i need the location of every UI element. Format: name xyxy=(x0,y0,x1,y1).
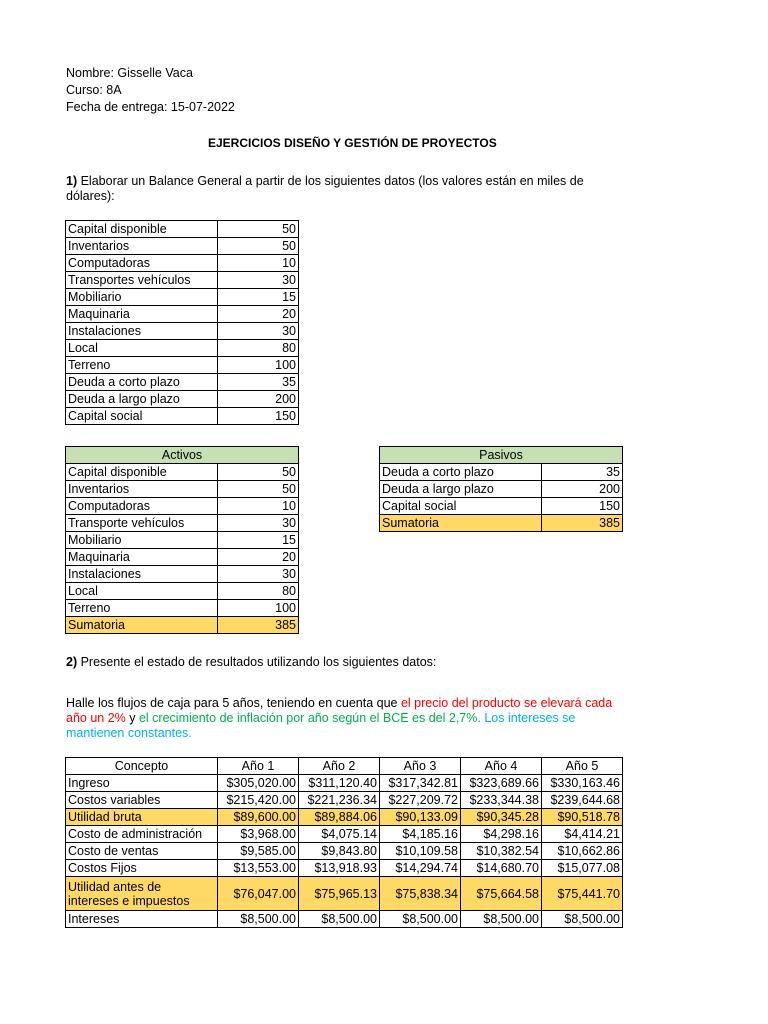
cell-value: $4,185.16 xyxy=(380,826,461,843)
table-row xyxy=(66,408,299,425)
table-row xyxy=(66,238,299,255)
column-header: Concepto xyxy=(66,758,218,775)
row-value: 30 xyxy=(218,515,299,532)
course: Curso: 8A xyxy=(66,83,122,97)
exercise-2-text: Presente el estado de resultados utilizando los siguientes datos: xyxy=(77,655,437,669)
row-concept: Costo de ventas xyxy=(66,843,218,860)
inflation-note: el crecimiento de inflación por año según el BCE es del 2,7%. xyxy=(138,711,481,725)
table-row xyxy=(66,340,299,357)
row-label: Capital disponible xyxy=(66,221,218,238)
table-row xyxy=(66,549,299,566)
cell-value: $330,163.46 xyxy=(542,775,623,792)
source-data-table xyxy=(65,220,299,425)
student-name: Nombre: Gisselle Vaca xyxy=(66,66,193,80)
activos-header: Activos xyxy=(66,447,299,464)
row-label: Inventarios xyxy=(66,238,218,255)
table-row xyxy=(380,498,623,515)
row-label: Computadoras xyxy=(66,498,218,515)
exercise-1-number: 1) xyxy=(66,174,78,188)
price-increase-note: el precio del producto se elevará cada año un 2% xyxy=(66,696,613,725)
cell-value: $75,965.13 xyxy=(299,877,380,911)
table-row xyxy=(380,481,623,498)
total-value: 385 xyxy=(542,515,623,532)
exercise-1-statement xyxy=(66,174,626,204)
cell-value: $10,109.58 xyxy=(380,843,461,860)
cell-value: $8,500.00 xyxy=(542,911,623,928)
cell-value: $311,120.40 xyxy=(299,775,380,792)
cell-value: $75,664.58 xyxy=(461,877,542,911)
cell-value: $14,294.74 xyxy=(380,860,461,877)
table-row xyxy=(66,272,299,289)
table-row xyxy=(66,792,623,809)
row-label: Instalaciones xyxy=(66,323,218,340)
row-label: Local xyxy=(66,583,218,600)
cell-value: $90,133.09 xyxy=(380,809,461,826)
row-value: 35 xyxy=(542,464,623,481)
cell-value: $75,838.34 xyxy=(380,877,461,911)
cell-value: $90,345.28 xyxy=(461,809,542,826)
row-value: 200 xyxy=(542,481,623,498)
cell-value: $90,518.78 xyxy=(542,809,623,826)
table-row xyxy=(66,860,623,877)
row-concept: Utilidad bruta xyxy=(66,809,218,826)
row-value: 50 xyxy=(218,464,299,481)
exercise-2-number: 2) xyxy=(66,655,78,669)
row-value: 30 xyxy=(218,323,299,340)
row-value: 100 xyxy=(218,357,299,374)
cell-value: $10,662.86 xyxy=(542,843,623,860)
cell-value: $13,553.00 xyxy=(218,860,299,877)
table-row xyxy=(66,306,299,323)
row-label: Deuda a largo plazo xyxy=(380,481,542,498)
row-label: Capital social xyxy=(66,408,218,425)
student-info xyxy=(66,65,235,116)
row-value: 30 xyxy=(218,566,299,583)
row-label: Maquinaria xyxy=(66,306,218,323)
row-value: 80 xyxy=(218,340,299,357)
row-label: Transporte vehículos xyxy=(66,515,218,532)
total-label: Sumatoria xyxy=(66,617,218,634)
row-value: 10 xyxy=(218,498,299,515)
cell-value: $9,843.80 xyxy=(299,843,380,860)
total-value: 385 xyxy=(218,617,299,634)
table-row xyxy=(66,600,299,617)
row-label: Instalaciones xyxy=(66,566,218,583)
activos-table xyxy=(65,446,299,634)
document-title: EJERCICIOS DISEÑO Y GESTIÓN DE PROYECTOS xyxy=(208,136,497,150)
table-header-row xyxy=(66,758,623,775)
cell-value: $317,342.81 xyxy=(380,775,461,792)
cell-value: $8,500.00 xyxy=(299,911,380,928)
table-row xyxy=(66,464,299,481)
row-value: 30 xyxy=(218,272,299,289)
row-value: 15 xyxy=(218,532,299,549)
cell-value: $8,500.00 xyxy=(380,911,461,928)
row-label: Capital disponible xyxy=(66,464,218,481)
cell-value: $221,236.34 xyxy=(299,792,380,809)
row-value: 20 xyxy=(218,549,299,566)
table-row xyxy=(380,464,623,481)
column-header: Año 2 xyxy=(299,758,380,775)
row-value: 150 xyxy=(218,408,299,425)
table-row xyxy=(66,255,299,272)
cell-value: $8,500.00 xyxy=(461,911,542,928)
row-label: Deuda a largo plazo xyxy=(66,391,218,408)
cell-value: $239,644.68 xyxy=(542,792,623,809)
row-value: 10 xyxy=(218,255,299,272)
row-label: Mobiliario xyxy=(66,532,218,549)
total-row xyxy=(66,617,299,634)
conjunction: y xyxy=(125,711,139,725)
cell-value: $323,689.66 xyxy=(461,775,542,792)
table-header-row xyxy=(380,447,623,464)
row-value: 50 xyxy=(218,221,299,238)
cell-value: $8,500.00 xyxy=(218,911,299,928)
column-header: Año 3 xyxy=(380,758,461,775)
cell-value: $215,420.00 xyxy=(218,792,299,809)
table-row xyxy=(66,391,299,408)
income-statement-table xyxy=(65,757,623,928)
highlighted-row xyxy=(66,877,623,911)
row-concept: Costo de administración xyxy=(66,826,218,843)
cell-value: $15,077.08 xyxy=(542,860,623,877)
row-concept: Intereses xyxy=(66,911,218,928)
cell-value: $4,075.14 xyxy=(299,826,380,843)
total-row xyxy=(380,515,623,532)
exercise-2-statement xyxy=(66,655,666,670)
table-row xyxy=(66,481,299,498)
table-row xyxy=(66,515,299,532)
column-header: Año 5 xyxy=(542,758,623,775)
row-value: 80 xyxy=(218,583,299,600)
table-row xyxy=(66,498,299,515)
cell-value: $75,441.70 xyxy=(542,877,623,911)
table-row xyxy=(66,911,623,928)
row-label: Transportes vehículos xyxy=(66,272,218,289)
row-concept: Ingreso xyxy=(66,775,218,792)
cell-value: $10,382.54 xyxy=(461,843,542,860)
cell-value: $9,585.00 xyxy=(218,843,299,860)
table-row xyxy=(66,775,623,792)
total-label: Sumatoria xyxy=(380,515,542,532)
row-value: 100 xyxy=(218,600,299,617)
row-concept: Costos Fijos xyxy=(66,860,218,877)
column-header: Año 1 xyxy=(218,758,299,775)
instructions-intro: Halle los flujos de caja para 5 años, teniendo en cuenta que xyxy=(66,696,401,710)
row-label: Maquinaria xyxy=(66,549,218,566)
table-row xyxy=(66,221,299,238)
row-label: Terreno xyxy=(66,357,218,374)
table-row xyxy=(66,357,299,374)
table-row xyxy=(66,374,299,391)
table-row xyxy=(66,323,299,340)
row-value: 150 xyxy=(542,498,623,515)
row-label: Deuda a corto plazo xyxy=(66,374,218,391)
row-value: 50 xyxy=(218,481,299,498)
cell-value: $4,414.21 xyxy=(542,826,623,843)
cell-value: $305,020.00 xyxy=(218,775,299,792)
row-label: Capital social xyxy=(380,498,542,515)
row-label: Mobiliario xyxy=(66,289,218,306)
row-value: 35 xyxy=(218,374,299,391)
row-value: 50 xyxy=(218,238,299,255)
table-row xyxy=(66,566,299,583)
table-header-row xyxy=(66,447,299,464)
column-header: Año 4 xyxy=(461,758,542,775)
row-label: Terreno xyxy=(66,600,218,617)
cell-value: $89,884.06 xyxy=(299,809,380,826)
cell-value: $227,209.72 xyxy=(380,792,461,809)
table-row xyxy=(66,843,623,860)
row-value: 200 xyxy=(218,391,299,408)
table-row xyxy=(66,532,299,549)
cell-value: $233,344.38 xyxy=(461,792,542,809)
cell-value: $89,600.00 xyxy=(218,809,299,826)
row-label: Inventarios xyxy=(66,481,218,498)
table-row xyxy=(66,289,299,306)
row-value: 20 xyxy=(218,306,299,323)
cell-value: $76,047.00 xyxy=(218,877,299,911)
delivery-date: Fecha de entrega: 15-07-2022 xyxy=(66,100,235,114)
cell-value: $4,298.16 xyxy=(461,826,542,843)
pasivos-header: Pasivos xyxy=(380,447,623,464)
cash-flow-instructions xyxy=(66,696,626,741)
row-label: Computadoras xyxy=(66,255,218,272)
pasivos-table xyxy=(379,446,623,532)
interest-note: Los intereses se mantienen constantes. xyxy=(66,711,576,740)
table-row xyxy=(66,826,623,843)
highlighted-row xyxy=(66,809,623,826)
exercise-1-text: Elaborar un Balance General a partir de los siguientes datos (los valores están en miles de dólares): xyxy=(66,174,584,203)
row-concept: Utilidad antes de intereses e impuestos xyxy=(66,877,218,911)
table-row xyxy=(66,583,299,600)
row-concept: Costos variables xyxy=(66,792,218,809)
row-label: Local xyxy=(66,340,218,357)
cell-value: $13,918.93 xyxy=(299,860,380,877)
row-label: Deuda a corto plazo xyxy=(380,464,542,481)
row-value: 15 xyxy=(218,289,299,306)
cell-value: $3,968.00 xyxy=(218,826,299,843)
cell-value: $14,680.70 xyxy=(461,860,542,877)
